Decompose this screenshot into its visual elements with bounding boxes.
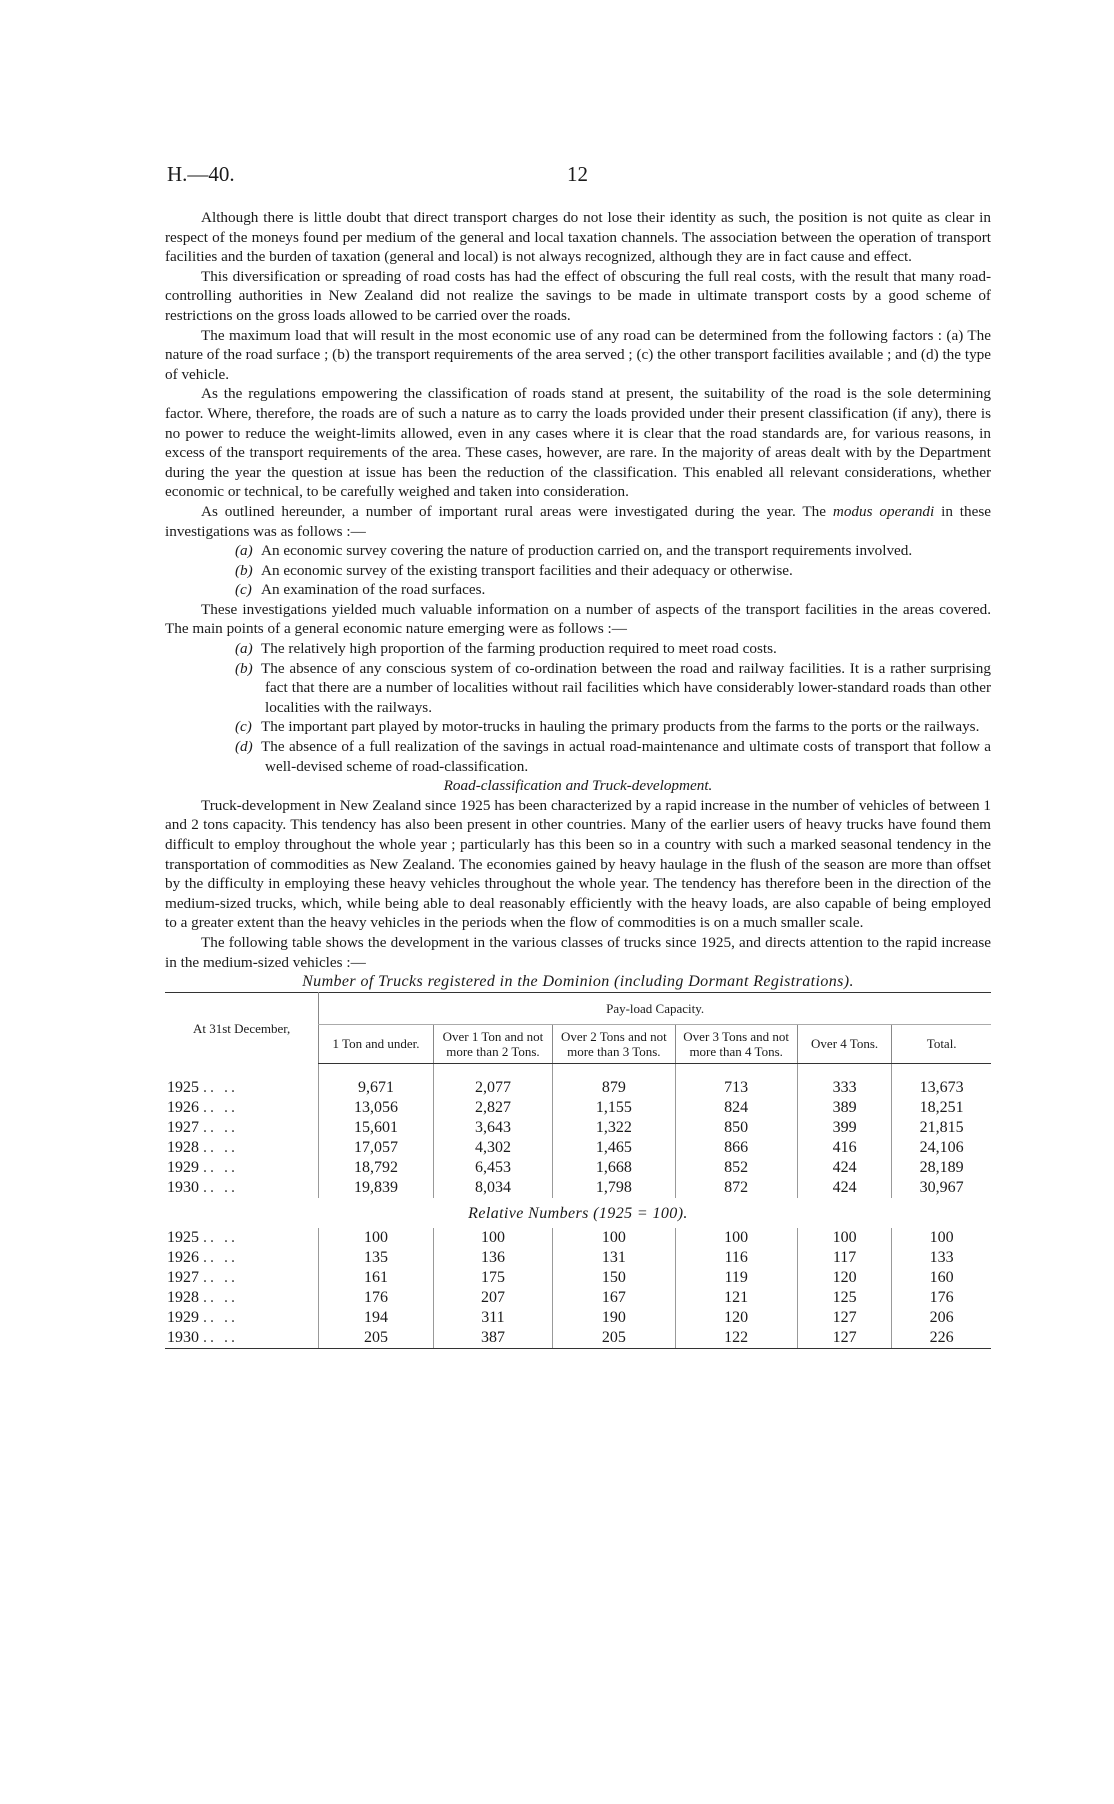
table-cell: 6,453 xyxy=(433,1158,552,1178)
list-item-text: The absence of a full realization of the savings in actual road-maintenance and ultimate costs of transport that follow a well-devised scheme of road-classification. xyxy=(261,738,991,775)
table-cell: 125 xyxy=(797,1288,892,1308)
column-header: 1 Ton and under. xyxy=(319,1024,433,1063)
relative-numbers-heading: Relative Numbers (1925 = 100). xyxy=(468,1204,688,1222)
table-cell: 9,671 xyxy=(319,1063,433,1098)
leader-dots: .. .. xyxy=(203,1288,238,1306)
list-item-text: An examination of the road surfaces. xyxy=(261,581,486,599)
section-heading: Road-classification and Truck-development. xyxy=(443,777,713,795)
relative-numbers-body xyxy=(165,1198,991,1349)
list-item xyxy=(235,580,991,600)
leader-dots: .. .. xyxy=(203,1328,238,1346)
findings-list xyxy=(165,639,991,776)
year-value: 1929 xyxy=(167,1158,199,1176)
page-header xyxy=(167,162,987,192)
list-item-text: An economic survey of the existing transport facilities and their adequacy or otherwise. xyxy=(261,561,793,579)
list-item xyxy=(235,541,991,561)
year-value: 1925 xyxy=(167,1078,199,1096)
leader-dots: .. .. xyxy=(203,1118,238,1136)
column-header: Over 2 Tons and not more than 3 Tons. xyxy=(553,1024,675,1063)
leader-dots: .. .. xyxy=(203,1138,238,1156)
table-cell: 205 xyxy=(553,1328,675,1349)
table-cell: 135 xyxy=(319,1248,433,1268)
year-cell xyxy=(165,1268,319,1288)
table-row xyxy=(165,1138,991,1158)
table-cell: 15,601 xyxy=(319,1118,433,1138)
year-column-header: At 31st December, xyxy=(192,1020,291,1036)
body-text xyxy=(165,208,991,1349)
table-cell: 1,465 xyxy=(553,1138,675,1158)
year-cell xyxy=(165,1118,319,1138)
table-cell: 19,839 xyxy=(319,1178,433,1198)
table-cell: 127 xyxy=(797,1308,892,1328)
table-cell: 866 xyxy=(675,1138,797,1158)
table-cell: 30,967 xyxy=(892,1178,991,1198)
year-cell xyxy=(165,1228,319,1248)
table-cell: 1,668 xyxy=(553,1158,675,1178)
table-cell: 100 xyxy=(892,1228,991,1248)
table-row xyxy=(165,1098,991,1118)
list-item-label: (b) xyxy=(235,561,253,579)
table-cell: 100 xyxy=(319,1228,433,1248)
table-cell: 2,827 xyxy=(433,1098,552,1118)
table-cell: 133 xyxy=(892,1248,991,1268)
list-item xyxy=(235,737,991,776)
table-cell: 100 xyxy=(797,1228,892,1248)
paragraph: This diversification or spreading of road costs has had the effect of obscuring the full real costs, with the result that many road-controlling authorities in New Zealand did not realize the savings to be made in ultimate transport costs by a good scheme of restrictions on the gross loads allowed to be carried over the roads. xyxy=(165,267,991,324)
leader-dots: .. .. xyxy=(203,1228,238,1246)
list-item xyxy=(235,561,991,581)
table-cell: 17,057 xyxy=(319,1138,433,1158)
column-header: Over 1 Ton and not more than 2 Tons. xyxy=(433,1024,552,1063)
table-cell: 311 xyxy=(433,1308,552,1328)
table-cell: 117 xyxy=(797,1248,892,1268)
year-cell xyxy=(165,1328,319,1349)
table-row xyxy=(165,1248,991,1268)
table-row xyxy=(165,1118,991,1138)
table-row xyxy=(165,1308,991,1328)
table-cell: 207 xyxy=(433,1288,552,1308)
table-cell: 424 xyxy=(797,1178,892,1198)
table-cell: 122 xyxy=(675,1328,797,1349)
paragraph: The maximum load that will result in the most economic use of any road can be determined from the following factors : (a) The nature of the road surface ; (b) the transport requirements of the area served ; (c) the other transport facilities available ; and (d) the type of vehicle. xyxy=(165,326,991,383)
table-cell: 8,034 xyxy=(433,1178,552,1198)
year-cell xyxy=(165,1178,319,1198)
table-cell: 131 xyxy=(553,1248,675,1268)
table-row xyxy=(165,1063,991,1098)
year-value: 1926 xyxy=(167,1248,199,1266)
year-cell xyxy=(165,1288,319,1308)
table-cell: 852 xyxy=(675,1158,797,1178)
table-cell: 120 xyxy=(675,1308,797,1328)
year-cell xyxy=(165,1138,319,1158)
column-header: Over 4 Tons. xyxy=(797,1024,892,1063)
table-cell: 1,798 xyxy=(553,1178,675,1198)
trucks-table xyxy=(165,992,991,1349)
column-header: Over 3 Tons and not more than 4 Tons. xyxy=(675,1024,797,1063)
paragraph: The following table shows the development in the various classes of trucks since 1925, and directs attention to the rapid increase in the medium-sized vehicles :— xyxy=(165,933,991,971)
table-cell: 872 xyxy=(675,1178,797,1198)
table-row xyxy=(165,1228,991,1248)
year-value: 1929 xyxy=(167,1308,199,1326)
leader-dots: .. .. xyxy=(203,1098,238,1116)
table-cell: 879 xyxy=(553,1063,675,1098)
paragraph: Truck-development in New Zealand since 1925 has been characterized by a rapid increase in the number of vehicles of between 1 and 2 tons capacity. This tendency has also been present in other countries. Many of the earlier users of heavy trucks have found them difficult to employ throughout the whole year ; particularly has this been so in a country with such a marked seasonal tendency in the transportation of commodities as New Zealand. The economies gained by heavy haulage in the flush of the season are more than offset by the difficulty in employing these heavy vehicles throughout the whole year. The tendency has therefore been in the direction of the medium-sized trucks, which, while being able to deal reasonably efficiently with the heavy loads, are also capable of being employed to a greater extent than the heavy vehicles in the periods when the flow of commodities is on a much smaller scale. xyxy=(165,796,991,932)
table-cell: 2,077 xyxy=(433,1063,552,1098)
table-cell: 190 xyxy=(553,1308,675,1328)
leader-dots: .. .. xyxy=(203,1158,238,1176)
list-item xyxy=(235,659,991,718)
table-cell: 176 xyxy=(892,1288,991,1308)
year-value: 1930 xyxy=(167,1328,199,1346)
year-value: 1928 xyxy=(167,1138,199,1156)
list-item-label: (a) xyxy=(235,542,253,560)
table-cell: 194 xyxy=(319,1308,433,1328)
year-value: 1930 xyxy=(167,1178,199,1196)
table-cell: 389 xyxy=(797,1098,892,1118)
year-cell xyxy=(165,1063,319,1098)
paragraph xyxy=(165,502,991,541)
table-cell: 121 xyxy=(675,1288,797,1308)
emphasis-text: modus operandi xyxy=(832,502,935,520)
list-item-label: (d) xyxy=(235,738,253,756)
year-value: 1926 xyxy=(167,1098,199,1116)
relative-numbers-heading-row xyxy=(165,1198,991,1228)
paragraph-text: in these investigations was as follows :— xyxy=(165,502,991,540)
table-cell: 3,643 xyxy=(433,1118,552,1138)
table-cell: 333 xyxy=(797,1063,892,1098)
paragraph: Although there is little doubt that direct transport charges do not lose their identity as such, the position is not quite as clear in respect of the moneys found per medium of the general and local taxation channels. The association between the operation of transport facilities and the burden of taxation (general and local) is not always recognized, although they are in fact cause and effect. xyxy=(165,209,991,266)
year-value: 1928 xyxy=(167,1288,199,1306)
list-item xyxy=(235,639,991,659)
leader-dots: .. .. xyxy=(203,1078,238,1096)
leader-dots: .. .. xyxy=(203,1268,238,1286)
table-cell: 21,815 xyxy=(892,1118,991,1138)
table-cell: 127 xyxy=(797,1328,892,1349)
list-item-label: (a) xyxy=(235,640,253,658)
table-row xyxy=(165,1328,991,1349)
year-cell xyxy=(165,1248,319,1268)
investigation-method-list xyxy=(165,541,991,600)
table-row xyxy=(165,1268,991,1288)
table-cell: 28,189 xyxy=(892,1158,991,1178)
list-item xyxy=(235,717,991,737)
table-cell: 100 xyxy=(675,1228,797,1248)
table-cell: 160 xyxy=(892,1268,991,1288)
table-cell: 13,056 xyxy=(319,1098,433,1118)
table-cell: 18,251 xyxy=(892,1098,991,1118)
table-cell: 206 xyxy=(892,1308,991,1328)
table-cell: 1,155 xyxy=(553,1098,675,1118)
absolute-numbers-body xyxy=(165,1063,991,1198)
table-cell: 161 xyxy=(319,1268,433,1288)
table-cell: 387 xyxy=(433,1328,552,1349)
table-row xyxy=(165,1178,991,1198)
table-cell: 424 xyxy=(797,1158,892,1178)
table-cell: 176 xyxy=(319,1288,433,1308)
leader-dots: .. .. xyxy=(203,1248,238,1266)
paragraph: These investigations yielded much valuable information on a number of aspects of the transport facilities in the areas covered. The main points of a general economic nature emerging were as follows :— xyxy=(165,600,991,638)
paragraph-text: As outlined hereunder, a number of important rural areas were investigated during the year. The xyxy=(201,502,833,520)
list-item-label: (c) xyxy=(235,581,252,599)
table-cell: 100 xyxy=(433,1228,552,1248)
table-cell: 4,302 xyxy=(433,1138,552,1158)
table-caption: Number of Trucks registered in the Dominion (including Dormant Registrations). xyxy=(302,973,854,991)
year-value: 1927 xyxy=(167,1268,199,1286)
list-item-text: The relatively high proportion of the farming production required to meet road costs. xyxy=(261,640,777,658)
table-cell: 119 xyxy=(675,1268,797,1288)
leader-dots: .. .. xyxy=(203,1308,238,1326)
table-cell: 18,792 xyxy=(319,1158,433,1178)
document-reference: H.—40. xyxy=(167,162,235,186)
table-cell: 175 xyxy=(433,1268,552,1288)
leader-dots: .. .. xyxy=(203,1178,238,1196)
table-cell: 416 xyxy=(797,1138,892,1158)
year-value: 1925 xyxy=(167,1228,199,1246)
list-item-text: The absence of any conscious system of co-ordination between the road and railway facilities. It is a rather surprising fact that there are a number of localities without rail facilities which have considerably lower-standard roads than other localities with the railways. xyxy=(261,659,991,716)
table-cell: 167 xyxy=(553,1288,675,1308)
table-row xyxy=(165,1288,991,1308)
table-cell: 399 xyxy=(797,1118,892,1138)
list-item-text: The important part played by motor-trucks in hauling the primary products from the farms to the ports or the railways. xyxy=(261,718,980,736)
table-cell: 100 xyxy=(553,1228,675,1248)
column-header: Total. xyxy=(892,1024,991,1063)
table-cell: 136 xyxy=(433,1248,552,1268)
table-cell: 205 xyxy=(319,1328,433,1349)
year-cell xyxy=(165,1308,319,1328)
list-item-label: (c) xyxy=(235,718,252,736)
page-number: 12 xyxy=(567,162,588,186)
year-cell xyxy=(165,1098,319,1118)
table-cell: 1,322 xyxy=(553,1118,675,1138)
table-cell: 120 xyxy=(797,1268,892,1288)
table-cell: 850 xyxy=(675,1118,797,1138)
table-row xyxy=(165,1158,991,1178)
table-cell: 713 xyxy=(675,1063,797,1098)
table-cell: 13,673 xyxy=(892,1063,991,1098)
list-item-text: An economic survey covering the nature of production carried on, and the transport requirements involved. xyxy=(261,542,913,560)
table-cell: 24,106 xyxy=(892,1138,991,1158)
payload-capacity-header: Pay-load Capacity. xyxy=(319,992,991,1024)
list-item-label: (b) xyxy=(235,659,253,677)
table-cell: 824 xyxy=(675,1098,797,1118)
year-cell xyxy=(165,1158,319,1178)
table-cell: 226 xyxy=(892,1328,991,1349)
year-value: 1927 xyxy=(167,1118,199,1136)
table-cell: 116 xyxy=(675,1248,797,1268)
table-cell: 150 xyxy=(553,1268,675,1288)
paragraph: As the regulations empowering the classification of roads stand at present, the suitability of the road is the sole determining factor. Where, therefore, the roads are of such a nature as to carry the loads provided under their present classification (if any), there is no power to reduce the weight-limits allowed, even in any cases where it is clear that the road standards are, for various reasons, in excess of the transport requirements of the area. These cases, however, are rare. In the majority of areas dealt with by the Department during the year the question at issue has been the reduction of the classification. This enabled all relevant considerations, whether economic or technical, to be carefully weighed and taken into consideration. xyxy=(165,385,991,501)
